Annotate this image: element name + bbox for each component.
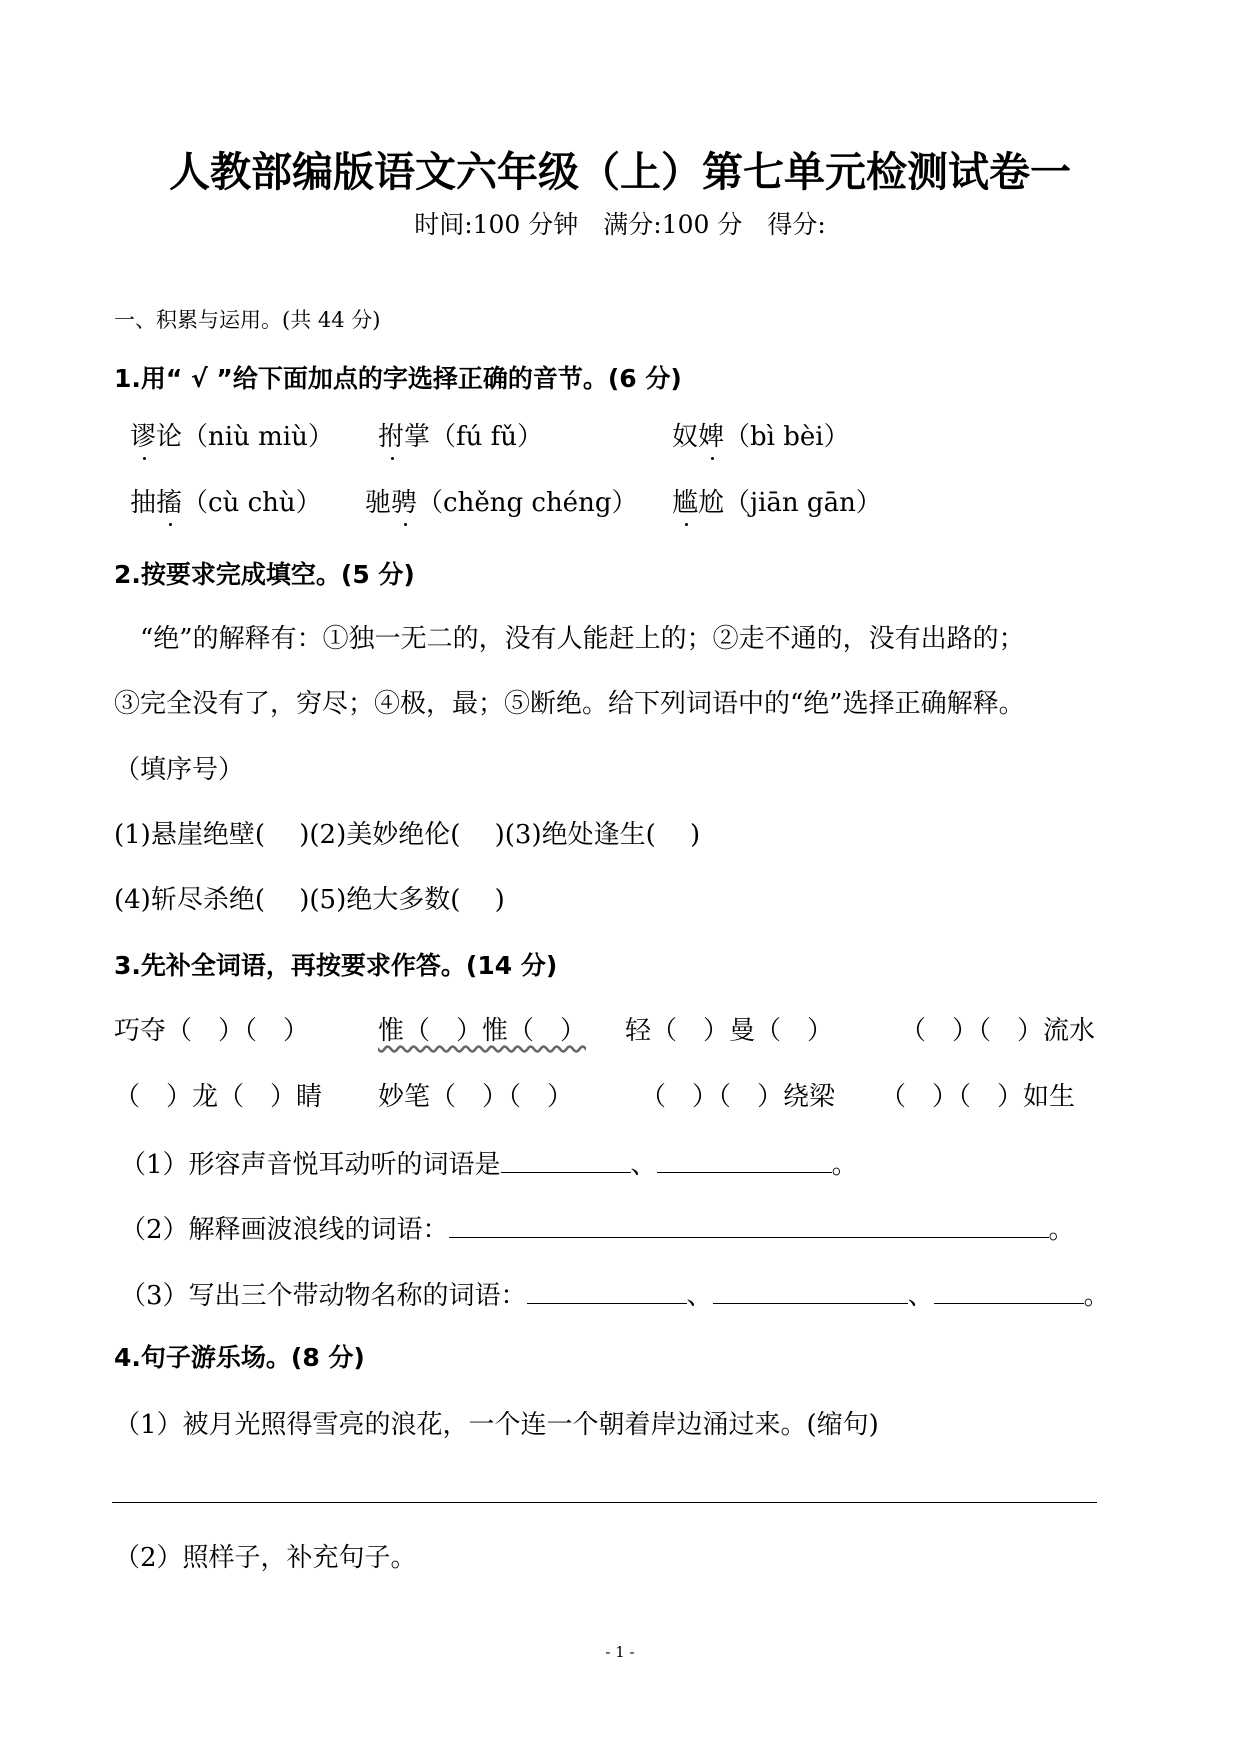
- page-number: - 1 -: [605, 1643, 635, 1661]
- fill-row[interactable]: (4)斩尽杀绝( )(5)绝大多数( ): [114, 885, 505, 915]
- answer-blank[interactable]: [501, 1150, 631, 1173]
- word-fill[interactable]: （ ）（ ）如生: [880, 1082, 1076, 1112]
- pinyin-item: 尴尬（jiān gān）: [672, 488, 882, 518]
- paragraph-line: “绝”的解释有：①独一无二的，没有人能赶上的；②走不通的，没有出路的；: [140, 624, 1025, 654]
- page-title: 人教部编版语文六年级（上）第七单元检测试卷一: [169, 148, 1071, 196]
- word-fill[interactable]: （ ）龙（ ）睛: [114, 1082, 323, 1112]
- word-fill-wavy[interactable]: 惟（ ）惟（ ）: [378, 1016, 587, 1046]
- answer-blank[interactable]: [657, 1150, 832, 1173]
- answer-line[interactable]: [112, 1502, 1097, 1503]
- word-fill[interactable]: 轻（ ）曼（ ）: [625, 1016, 834, 1046]
- pinyin-item: 抽搐（cù chù）: [130, 488, 322, 518]
- sub-question: （2）解释画波浪线的词语： 。: [120, 1215, 1075, 1245]
- answer-blank[interactable]: [713, 1281, 908, 1304]
- sub-question: （1）被月光照得雪亮的浪花，一个连一个朝着岸边涌过来。(缩句): [114, 1410, 879, 1440]
- answer-blank[interactable]: [449, 1215, 1049, 1238]
- pinyin-item: 谬论（niù miù）: [130, 422, 334, 452]
- word-fill[interactable]: 巧夺（ ）（ ）: [114, 1016, 310, 1046]
- word-fill[interactable]: （ ）（ ）绕梁: [640, 1082, 836, 1112]
- pinyin-item: 奴婢（bì bèi）: [672, 422, 850, 452]
- pinyin-item: 驰骋（chěng chéng）: [365, 488, 638, 518]
- exam-info: 时间:100 分钟 满分:100 分 得分:: [414, 210, 826, 239]
- sub-question: （1）形容声音悦耳动听的词语是 、 。: [120, 1150, 858, 1180]
- paragraph-line: （填序号）: [114, 755, 245, 785]
- answer-blank[interactable]: [934, 1281, 1084, 1304]
- sub-question: （3）写出三个带动物名称的词语： 、 、 。: [120, 1281, 1110, 1311]
- word-fill[interactable]: 妙笔（ ）（ ）: [378, 1082, 574, 1112]
- sub-question: （2）照样子，补充句子。: [114, 1543, 417, 1573]
- question-1-title: 1.用“ √ ”给下面加点的字选择正确的音节。(6 分): [114, 364, 682, 393]
- word-fill[interactable]: （ ）（ ）流水: [900, 1016, 1096, 1046]
- question-4-title: 4.句子游乐场。(8 分): [114, 1343, 365, 1372]
- pinyin-item: 拊掌（fú fǔ）: [378, 422, 544, 452]
- question-3-title: 3.先补全词语，再按要求作答。(14 分): [114, 951, 558, 980]
- fill-row[interactable]: (1)悬崖绝壁( )(2)美妙绝伦( )(3)绝处逢生( ): [114, 820, 701, 850]
- question-2-title: 2.按要求完成填空。(5 分): [114, 560, 415, 589]
- answer-blank[interactable]: [527, 1281, 687, 1304]
- section-heading: 一、积累与运用。(共 44 分): [114, 308, 381, 332]
- paragraph-line: ③完全没有了，穷尽；④极，最；⑤断绝。给下列词语中的“绝”选择正确解释。: [114, 689, 1025, 719]
